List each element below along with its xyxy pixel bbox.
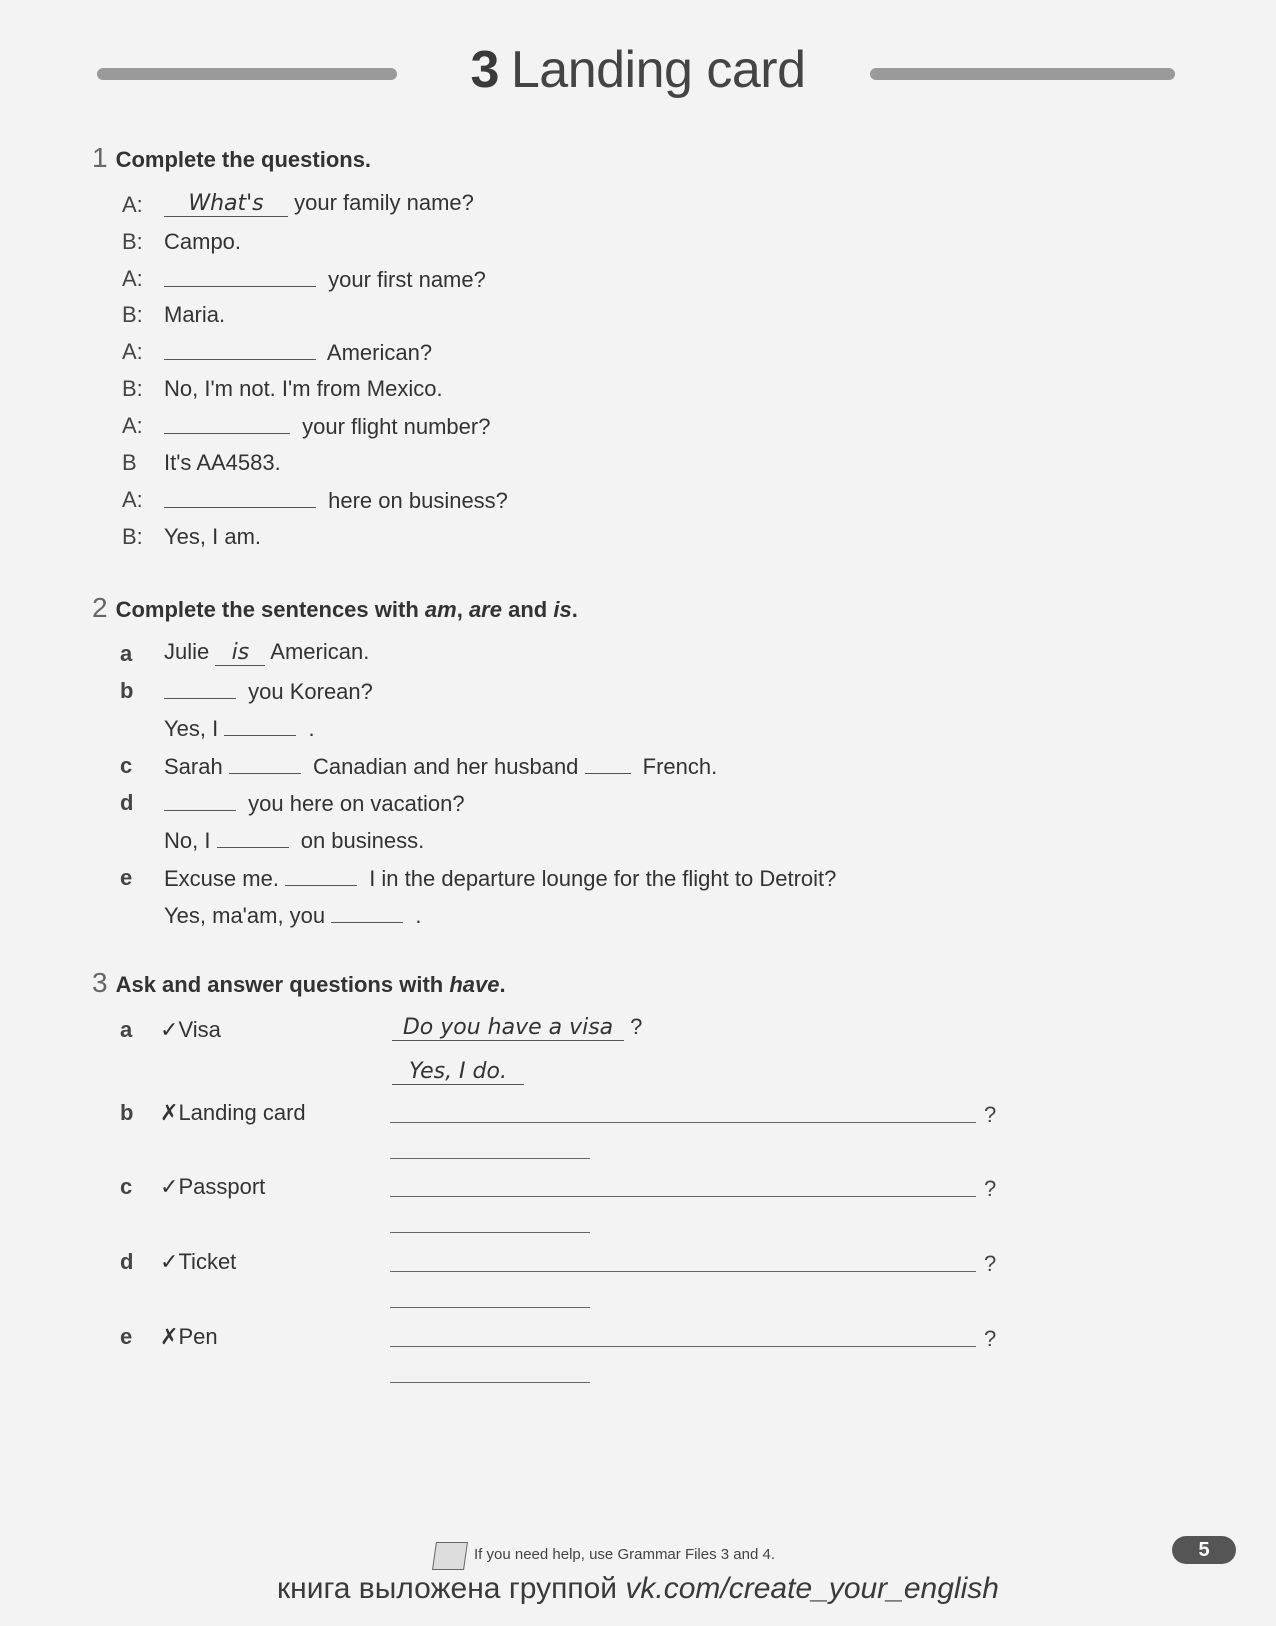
answer-blank[interactable] xyxy=(164,413,290,434)
item-name: Passport xyxy=(178,1174,266,1199)
answer-blank[interactable] xyxy=(164,678,236,699)
page-number: 5 xyxy=(1172,1536,1236,1564)
dialogue-line xyxy=(164,413,490,440)
grammar-file-icon xyxy=(432,1542,468,1570)
speaker-label: A: xyxy=(122,339,143,364)
speaker-label: B: xyxy=(122,376,143,401)
item-name: Pen xyxy=(178,1324,218,1349)
question-line[interactable] xyxy=(390,1196,976,1197)
item-letter: e xyxy=(120,865,133,890)
question-mark: ? xyxy=(984,1176,997,1201)
sentence-b xyxy=(164,678,373,705)
speaker-label: B: xyxy=(122,229,143,254)
answer-line[interactable] xyxy=(390,1382,590,1383)
exercise-instruction: Complete the questions. xyxy=(115,147,372,172)
dialogue-text: Maria. xyxy=(164,302,226,327)
speaker-label: A: xyxy=(122,266,143,291)
item-letter: a xyxy=(120,1017,133,1042)
question-line[interactable] xyxy=(390,1122,976,1123)
handwritten-answer: What's xyxy=(164,191,288,217)
sentence-text: Excuse me. xyxy=(164,866,279,891)
conjunction: and xyxy=(508,597,548,622)
answer-line[interactable] xyxy=(390,1307,590,1308)
item-visa xyxy=(160,1017,221,1043)
item-letter: c xyxy=(120,753,133,778)
sentence-c xyxy=(164,753,717,780)
item-passport xyxy=(160,1174,265,1200)
answer-blank[interactable] xyxy=(224,715,296,736)
keyword-am: am xyxy=(424,597,457,622)
sentence-text: . xyxy=(308,716,315,741)
dialogue-text: your flight number? xyxy=(302,414,491,439)
handwritten-answer: Yes, I do. xyxy=(392,1059,524,1085)
check-mark-icon: ✓ xyxy=(160,1249,179,1274)
item-letter: e xyxy=(120,1324,133,1349)
dialogue-text: here on business? xyxy=(328,488,508,513)
dialogue-text: Yes, I am. xyxy=(164,524,262,549)
period: . xyxy=(571,597,578,622)
speaker-label: B: xyxy=(122,302,143,327)
unit-title: Landing card xyxy=(510,41,806,99)
handwritten-answer: is xyxy=(215,640,265,666)
exercise-1-heading xyxy=(92,142,371,174)
item-name: Landing card xyxy=(178,1100,306,1125)
speaker-label: B xyxy=(122,450,137,475)
cross-mark-icon: ✗ xyxy=(160,1324,179,1349)
dialogue-line xyxy=(164,190,474,217)
sentence-text: . xyxy=(415,903,422,928)
period: . xyxy=(499,972,506,997)
watermark-link: vk.com/create_your_english xyxy=(625,1572,999,1605)
dialogue-text: It's AA4583. xyxy=(164,450,281,475)
exercise-number: 3 xyxy=(92,967,108,998)
exercise-3-heading xyxy=(92,967,506,999)
item-letter: d xyxy=(120,790,134,815)
item-ticket xyxy=(160,1249,236,1275)
dialogue-line xyxy=(164,266,486,293)
dialogue-text: American? xyxy=(326,340,433,365)
item-landing-card xyxy=(160,1100,306,1126)
dialogue-text: your family name? xyxy=(294,190,474,215)
answer-blank[interactable] xyxy=(164,790,236,811)
answer-blank[interactable] xyxy=(331,902,403,923)
answer-blank[interactable] xyxy=(229,753,301,774)
answer-line[interactable] xyxy=(390,1232,590,1233)
question-mark: ? xyxy=(984,1102,997,1127)
speaker-label: A: xyxy=(122,487,143,512)
item-letter: c xyxy=(120,1174,133,1199)
sentence-b-reply xyxy=(164,715,315,742)
dialogue-line xyxy=(164,487,508,514)
question-mark: ? xyxy=(984,1326,997,1351)
question-line[interactable] xyxy=(390,1271,976,1272)
answer-line[interactable] xyxy=(390,1158,590,1159)
answer-blank[interactable] xyxy=(585,753,631,774)
item-letter: b xyxy=(120,678,134,703)
keyword-is: is xyxy=(553,597,572,622)
item-name: Visa xyxy=(178,1017,221,1042)
dialogue-text: Campo. xyxy=(164,229,242,254)
sentence-text: Sarah xyxy=(164,754,223,779)
sentence-text: on business. xyxy=(300,828,425,853)
exercise-instruction: Ask and answer questions with xyxy=(115,972,444,997)
separator: , xyxy=(456,597,463,622)
exercise-2-heading xyxy=(92,592,578,624)
answer-blank[interactable] xyxy=(164,339,316,360)
exercise-number: 1 xyxy=(92,142,108,173)
answer-blank[interactable] xyxy=(217,827,289,848)
exercise-instruction: Complete the sentences with xyxy=(115,597,419,622)
check-mark-icon: ✓ xyxy=(160,1017,179,1042)
item-letter: a xyxy=(120,641,133,666)
sentence-a xyxy=(164,639,369,666)
watermark-text: книга выложена группой xyxy=(277,1572,618,1605)
answer-blank[interactable] xyxy=(164,487,316,508)
keyword-have: have xyxy=(449,972,500,997)
sentence-text: I in the departure lounge for the flight to Detroit? xyxy=(369,866,837,891)
exercise-number: 2 xyxy=(92,592,108,623)
speaker-label: B: xyxy=(122,524,143,549)
check-mark-icon: ✓ xyxy=(160,1174,179,1199)
sentence-text: you here on vacation? xyxy=(248,791,465,816)
dialogue-text: No, I'm not. I'm from Mexico. xyxy=(164,376,443,401)
question-mark: ? xyxy=(984,1251,997,1276)
footer-note: If you need help, use Grammar Files 3 and 4. xyxy=(474,1546,775,1563)
title-decoration-right xyxy=(870,68,1175,80)
sentence-text: Julie xyxy=(164,639,210,664)
speaker-label: A: xyxy=(122,413,143,438)
sentence-d-reply xyxy=(164,827,424,854)
question-mark: ? xyxy=(630,1014,643,1039)
sentence-d xyxy=(164,790,465,817)
sentence-text: Canadian and her husband xyxy=(312,754,579,779)
item-letter: b xyxy=(120,1100,134,1125)
keyword-are: are xyxy=(468,597,502,622)
handwritten-reply xyxy=(392,1058,524,1085)
dialogue-text: your first name? xyxy=(328,267,486,292)
sentence-e xyxy=(164,865,836,892)
item-pen xyxy=(160,1324,218,1350)
sentence-text: American. xyxy=(270,639,370,664)
answer-blank[interactable] xyxy=(285,865,357,886)
answer-blank[interactable] xyxy=(164,266,316,287)
speaker-label: A: xyxy=(122,192,143,217)
sentence-e-reply xyxy=(164,902,422,929)
question-line[interactable] xyxy=(390,1346,976,1347)
sentence-text: French. xyxy=(642,754,718,779)
item-letter: d xyxy=(120,1249,134,1274)
sentence-text: you Korean? xyxy=(248,679,373,704)
sentence-text: No, I xyxy=(164,828,211,853)
sentence-text: Yes, ma'am, you xyxy=(164,903,326,928)
unit-number: 3 xyxy=(470,41,499,99)
item-name: Ticket xyxy=(178,1249,237,1274)
handwritten-question xyxy=(392,1014,642,1041)
sentence-text: Yes, I xyxy=(164,716,219,741)
handwritten-answer: Do you have a visa xyxy=(392,1015,624,1041)
watermark xyxy=(0,1572,1276,1606)
dialogue-line xyxy=(164,339,432,366)
cross-mark-icon: ✗ xyxy=(160,1100,179,1125)
